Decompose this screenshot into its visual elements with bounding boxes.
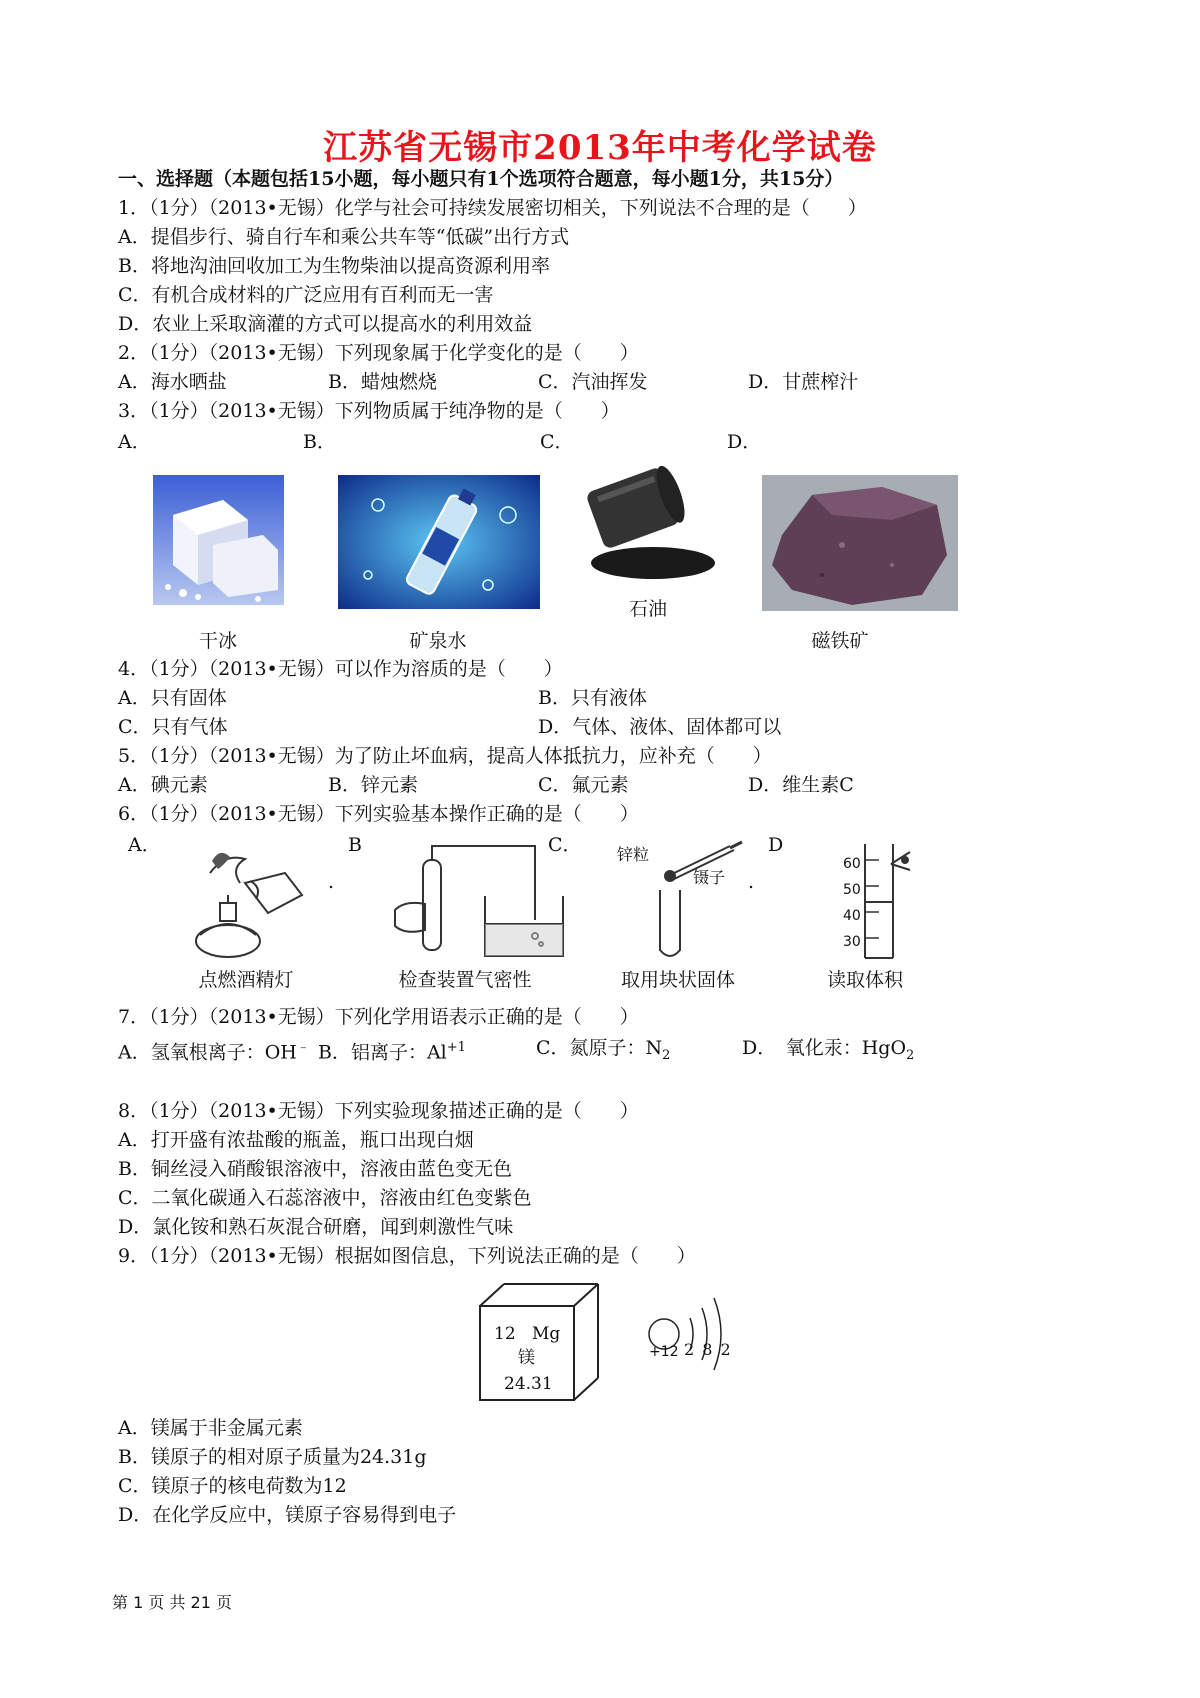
q1-option-b: B．将地沟油回收加工为生物柴油以提高资源利用率 [118,255,550,277]
q2-option-d: D．甘蔗榨汁 [748,371,859,393]
q9-option-a: A．镁属于非金属元素 [118,1417,303,1439]
tongs-label: 镊子 [693,868,726,887]
element-number: 12 [494,1324,516,1344]
q3-option-c: C． [540,431,574,453]
q9-option-c: C．镁原子的核电荷数为12 [118,1475,347,1497]
nucleus-charge: +12 [649,1344,679,1360]
electron-shells: 2 8 2 [684,1340,731,1359]
cyl-tick-50: 50 [843,882,861,898]
q1-option-d: D．农业上采取滴灌的方式可以提高水的利用效益 [118,313,533,335]
q7-option-b: B．铝离子：$Al^{+1}$ [318,1040,466,1064]
q3-caption-b: 矿泉水 [409,630,467,652]
q6-caption-a: 点燃酒精灯 [198,969,294,991]
q6-caption-b: 检查装置气密性 [398,969,532,991]
q3-option-d: D． [727,431,762,453]
q6-option-c: C． [548,834,582,856]
q5-option-c: C．氟元素 [538,774,629,796]
q3-caption-d: 磁铁矿 [811,630,869,652]
q8-option-c: C．二氧化碳通入石蕊溶液中，溶液由红色变紫色 [118,1187,532,1209]
q9-option-d: D．在化学反应中，镁原子容易得到电子 [118,1504,457,1526]
mineral-water-image [338,475,540,609]
atomic-structure-diagram [640,1284,740,1384]
cyl-tick-30: 30 [843,934,861,950]
q6-caption-d: 读取体积 [826,969,903,991]
q3-stem: 3．（1分）（2013•无锡）下列物质属于纯净物的是（ ） [118,400,620,422]
q4-option-d: D．气体、液体、固体都可以 [538,716,782,738]
q8-option-a: A．打开盛有浓盐酸的瓶盖，瓶口出现白烟 [118,1129,474,1151]
airtightness-apparatus-diagram [385,840,565,965]
q1-stem: 1．（1分）（2013•无锡）化学与社会可持续发展密切相关，下列说法不合理的是（ ） [118,197,867,219]
petroleum-image [573,463,723,583]
q2-option-a: A．海水晒盐 [118,371,227,393]
q6-stem: 6．（1分）（2013•无锡）下列实验基本操作正确的是（ ） [118,803,639,825]
q3-caption-c: 石油 [628,598,667,620]
zinc-label: 锌粒 [617,845,650,864]
q6-option-b: B [348,834,362,856]
q5-option-d: D．维生素C [748,774,854,796]
q7-option-a: A．氢氧根离子：OH﹣ [118,1040,310,1064]
q7-option-c: C．氮原子：$N_2$ [536,1037,671,1063]
q6-dot-d: . [748,871,755,893]
q9-option-b: B．镁原子的相对原子质量为24.31g [118,1446,427,1468]
q4-option-c: C．只有气体 [118,716,228,738]
alcohol-lamp-diagram [190,843,310,961]
q5-option-a: A．碘元素 [118,774,208,796]
q9-stem: 9．（1分）（2013•无锡）根据如图信息，下列说法正确的是（ ） [118,1245,696,1267]
q1-option-a: A．提倡步行、骑自行车和乘公共车等“低碳”出行方式 [118,226,570,248]
q3-option-a: A． [118,431,151,453]
q3-caption-a: 干冰 [198,630,237,652]
q6-option-d: D [768,834,784,856]
magnetite-image [762,475,958,611]
q2-option-c: C．汽油挥发 [538,371,648,393]
q1-option-c: C．有机合成材料的广泛应用有百利而无一害 [118,284,494,306]
dry-ice-image [153,475,284,605]
page-title: 江苏省无锡市2013年中考化学试卷 [323,128,877,168]
q4-stem: 4．（1分）（2013•无锡）可以作为溶质的是（ ） [118,658,563,680]
cyl-tick-40: 40 [843,908,861,924]
section-heading: 一、选择题（本题包括15小题，每小题只有1个选项符合题意，每小题1分，共15分） [118,168,844,190]
element-symbol: Mg [532,1324,561,1344]
q4-option-b: B．只有液体 [538,687,647,709]
q8-stem: 8．（1分）（2013•无锡）下列实验现象描述正确的是（ ） [118,1100,639,1122]
q7-stem: 7．（1分）（2013•无锡）下列化学用语表示正确的是（ ） [118,1006,639,1028]
q8-option-b: B．铜丝浸入硝酸银溶液中，溶液由蓝色变无色 [118,1158,512,1180]
element-mass: 24.31 [504,1374,553,1394]
q3-option-b: B． [303,431,336,453]
q7-option-d: D． 氧化汞：HgO$_2$ [742,1037,915,1063]
element-name: 镁 [518,1348,535,1368]
q5-stem: 5．（1分）（2013•无锡）为了防止坏血病，提高人体抵抗力，应补充（ ） [118,745,772,767]
q2-option-b: B．蜡烛燃烧 [328,371,437,393]
q4-option-a: A．只有固体 [118,687,227,709]
q2-stem: 2．（1分）（2013•无锡）下列现象属于化学变化的是（ ） [118,342,639,364]
q8-option-d: D．氯化铵和熟石灰混合研磨，闻到刺激性气味 [118,1216,514,1238]
q6-dot-b: . [328,871,335,893]
q6-option-a: A． [128,834,161,856]
q6-caption-c: 取用块状固体 [620,969,735,991]
q5-option-b: B．锌元素 [328,774,418,796]
cyl-tick-60: 60 [843,856,861,872]
page-footer: 第 1 页 共 21 页 [112,1593,232,1612]
